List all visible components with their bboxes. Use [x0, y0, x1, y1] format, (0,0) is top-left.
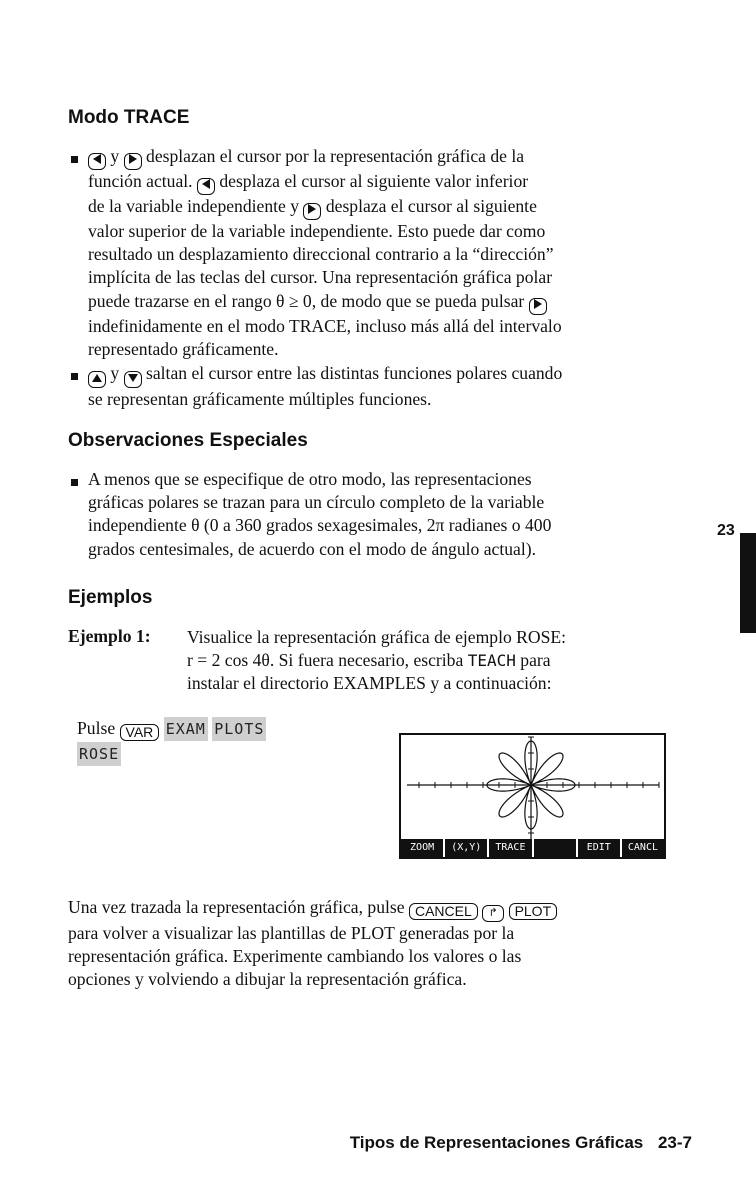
special-bullet	[88, 468, 698, 561]
softkey: (X,Y)	[445, 839, 489, 857]
text: A menos que se especifique de otro modo, las representaciones	[88, 469, 532, 489]
text: desplaza el cursor al siguiente	[325, 196, 537, 216]
text: valor superior de la variable independiente. Esto puede dar como	[88, 221, 546, 241]
text: y	[110, 363, 120, 383]
command-text: TEACH	[467, 651, 516, 671]
calculator-screen	[399, 733, 666, 859]
text: Pulse	[77, 718, 116, 738]
trace-bullet-2	[88, 362, 698, 411]
var-key: VAR	[120, 724, 160, 741]
text: para	[520, 650, 551, 671]
text: y	[110, 146, 120, 166]
left-arrow-key-icon	[88, 153, 106, 170]
menu-key-plots: PLOTS	[212, 717, 266, 741]
right-shift-key-icon: ↱	[482, 905, 504, 922]
plot-key: PLOT	[509, 903, 558, 920]
text: función actual.	[88, 171, 193, 191]
softkey: CANCL	[627, 842, 658, 853]
page-number: 23-7	[657, 1133, 692, 1152]
right-arrow-key-icon	[124, 153, 142, 170]
text: puede trazarse en el rango θ ≥ 0, de modo que se pueda pulsar	[88, 290, 525, 311]
text: de la variable independiente y	[88, 196, 300, 216]
cancel-key: CANCEL	[409, 903, 478, 920]
softkey	[534, 839, 578, 857]
menu-key-exam: EXAM	[164, 717, 208, 741]
bullet	[71, 156, 78, 163]
softkey: ZOOM	[401, 839, 445, 857]
text: instalar el directorio EXAMPLES y a continuación:	[187, 673, 552, 694]
text: indefinidamente en el modo TRACE, incluso más allá del intervalo	[88, 315, 562, 336]
text: saltan el cursor entre las distintas funciones polares cuando	[146, 363, 563, 383]
text: desplaza el cursor al siguiente valor inferior	[219, 171, 529, 191]
text: representación gráfica. Experimente cambiando los valores o las	[68, 946, 522, 967]
trace-bullet-1	[88, 145, 698, 361]
text: r = 2 cos 4θ. Si fuera necesario, escriba	[187, 650, 464, 671]
text: se representan gráficamente múltiples funciones.	[88, 389, 432, 409]
keystroke-sequence	[77, 716, 266, 766]
chapter-number: 23	[717, 522, 735, 539]
section-title-trace: Modo TRACE	[68, 107, 190, 128]
right-arrow-key-icon	[303, 203, 321, 220]
right-arrow-key-icon	[529, 298, 547, 315]
text: resultado un desplazamiento direccional contrario a la “dirección”	[88, 244, 554, 265]
text: representado gráficamente.	[88, 338, 279, 359]
bullet	[71, 373, 78, 380]
footer-title: Tipos de Representaciones Gráficas	[349, 1133, 644, 1152]
softkey: TRACE	[489, 839, 533, 857]
text: grados centesimales, de acuerdo con el modo de ángulo actual).	[88, 538, 536, 559]
text: opciones y volviendo a dibujar la representación gráfica.	[68, 969, 467, 990]
text: implícita de las teclas del cursor. Una representación gráfica polar	[88, 267, 553, 288]
example-label: Ejemplo 1:	[68, 626, 151, 646]
menu-key-rose: ROSE	[77, 742, 121, 766]
text: Visualice la representación gráfica de ejemplo ROSE:	[187, 627, 567, 647]
text: para volver a visualizar las plantillas de PLOT generadas por la	[68, 923, 515, 943]
example-text	[187, 626, 687, 696]
section-title-special: Observaciones Especiales	[68, 430, 308, 451]
text: independiente θ (0 a 360 grados sexagesimales, 2π radianes o 400	[88, 515, 552, 536]
softkey: EDIT	[578, 839, 622, 857]
chapter-tab	[740, 533, 756, 633]
section-title-examples: Ejemplos	[68, 587, 153, 608]
text: gráficas polares se trazan para un círculo completo de la variable	[88, 492, 545, 513]
softkey-menu	[401, 839, 664, 857]
page-footer	[350, 1133, 692, 1153]
left-arrow-key-icon	[197, 178, 215, 195]
text: Una vez trazada la representación gráfica, pulse	[68, 897, 405, 917]
rose-plot	[401, 735, 664, 839]
text: desplazan el cursor por la representación gráfica de la	[146, 146, 525, 166]
closing-paragraph	[68, 896, 708, 992]
bullet	[71, 479, 78, 486]
down-arrow-key-icon	[124, 371, 142, 388]
up-arrow-key-icon	[88, 371, 106, 388]
